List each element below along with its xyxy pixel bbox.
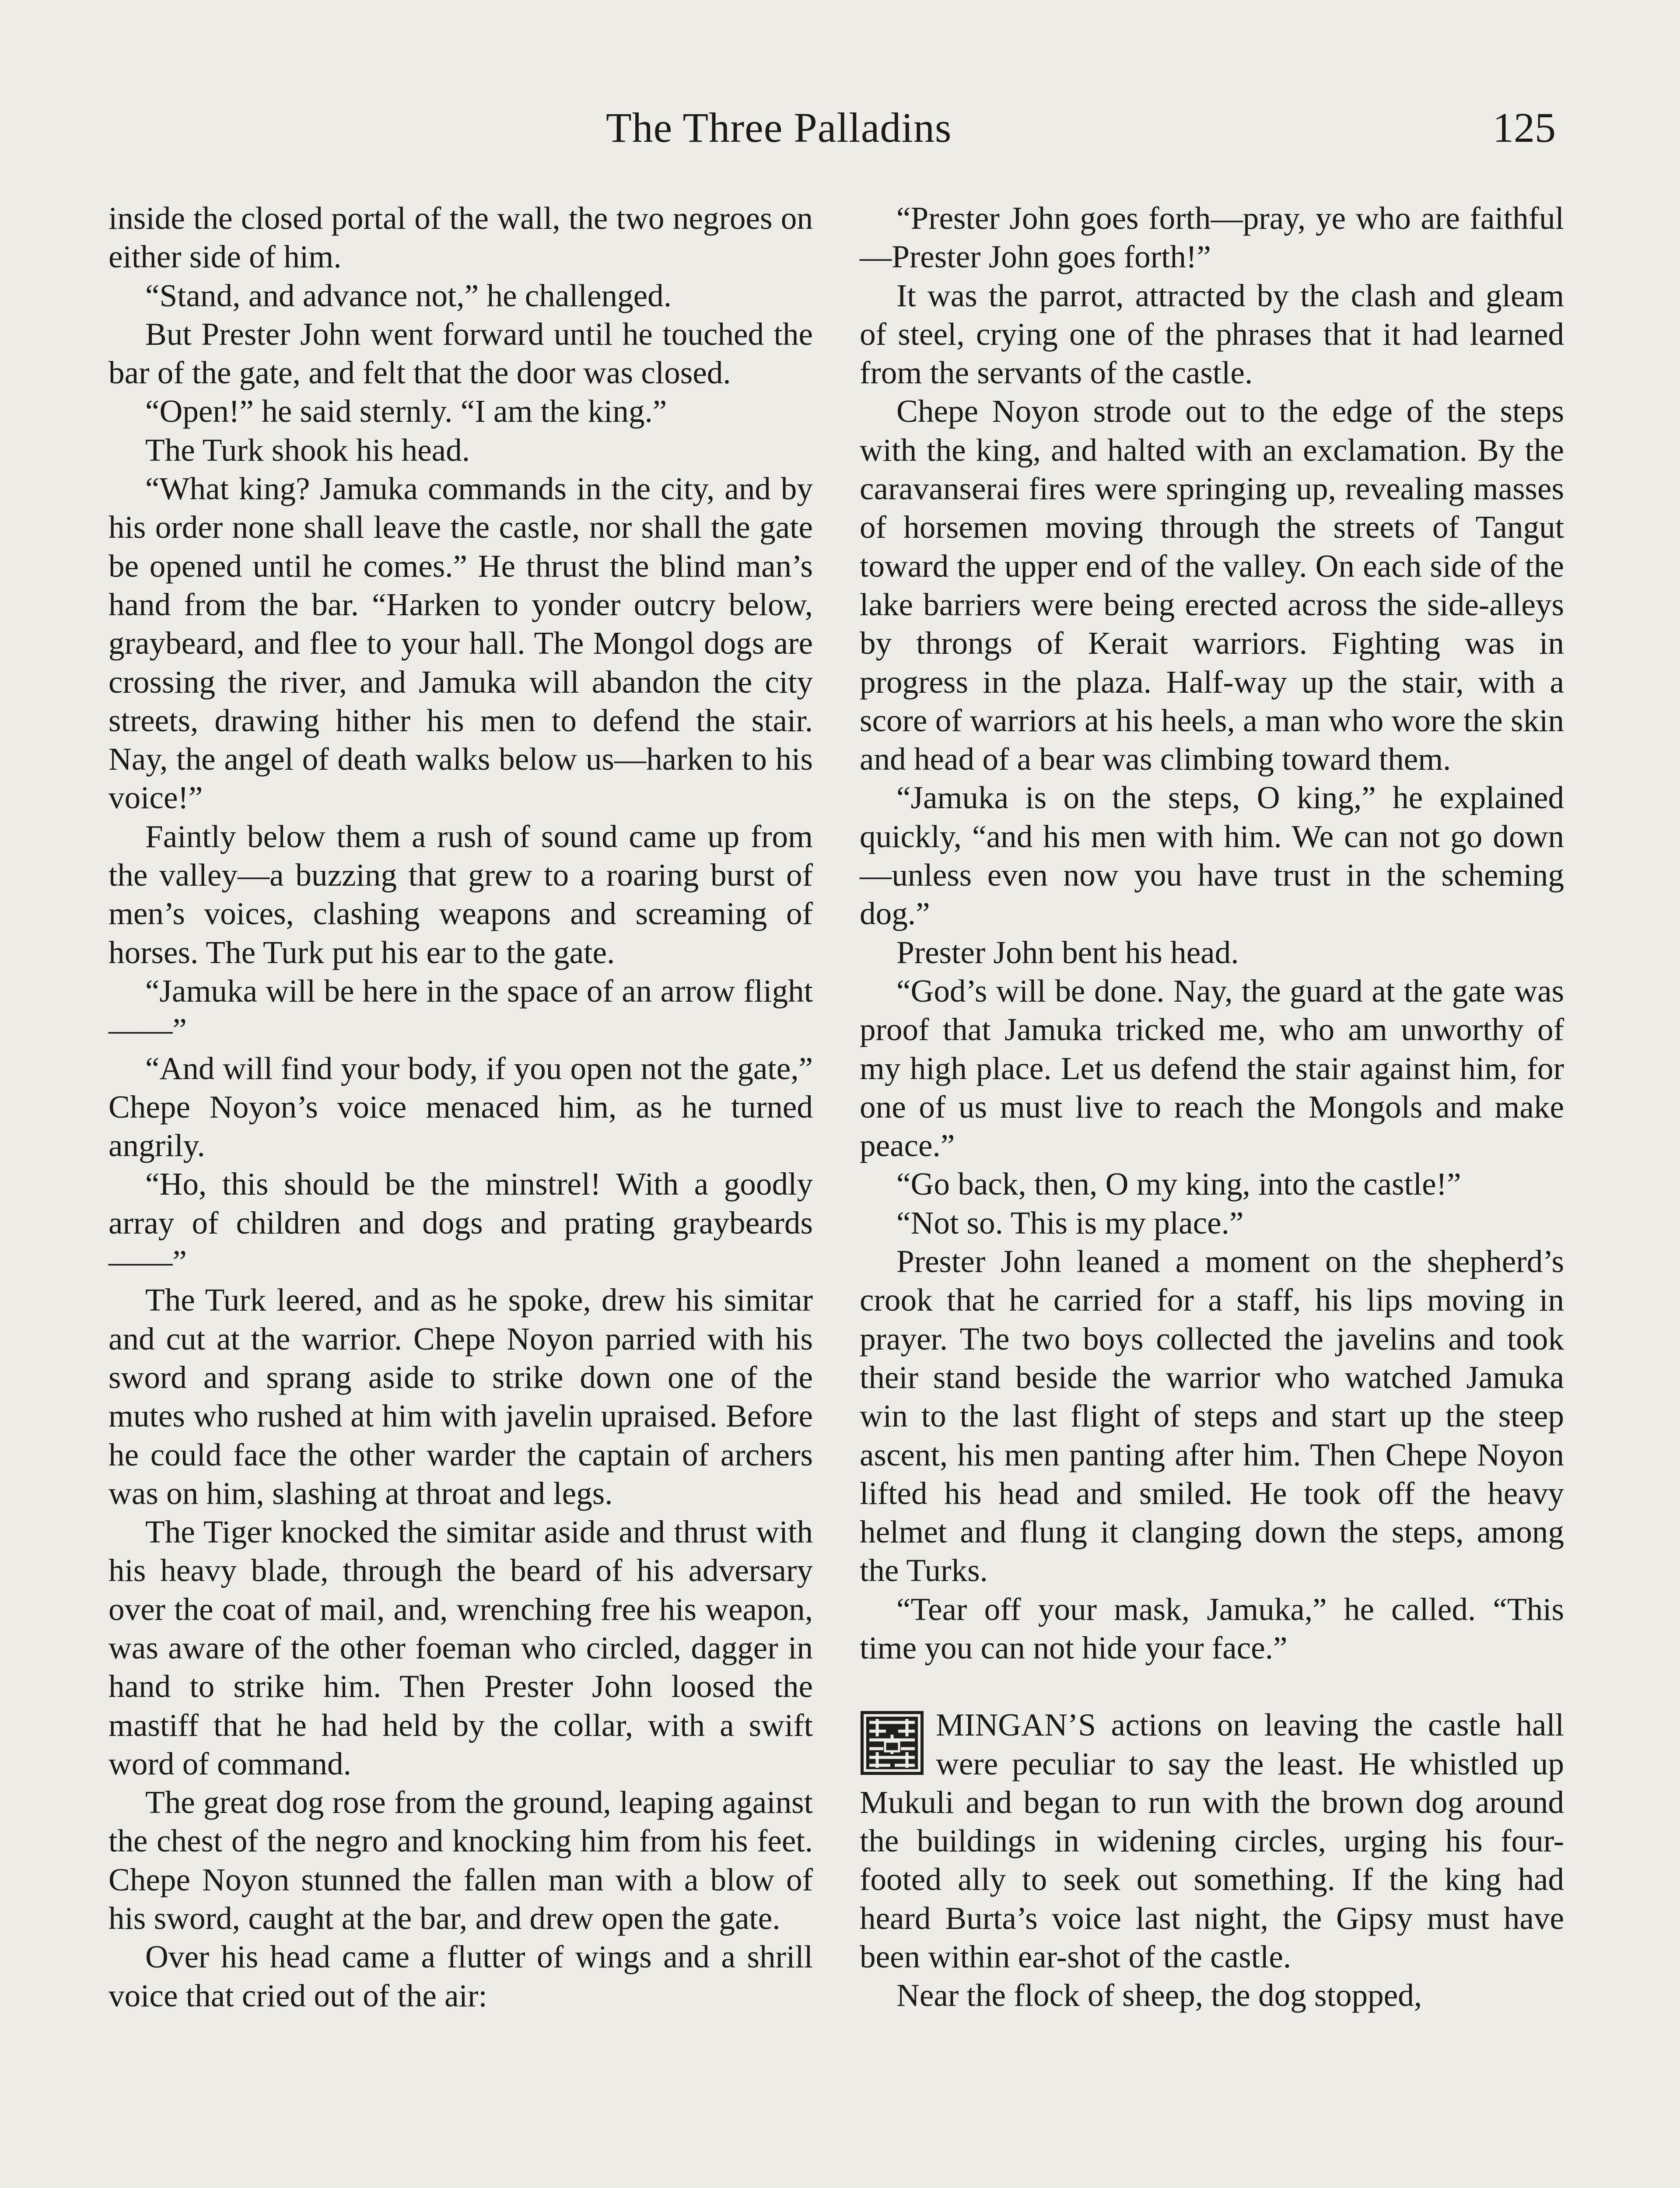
paragraph: Chepe Noyon strode out to the edge of the steps with the king, and halted with an exclamation. By the caravanserai fires were springing up, revealing masses of horsemen moving through the streets of Tangut toward the upper end of the valley. On each side of the lake barriers were being erected across the side-alleys by throngs of Kerait warriors. Fighting was in progress in the plaza. Half-way up the stair, with a score of warriors at his heels, a man who wore the skin and head of a bear was climbing toward them. bbox=[860, 393, 1564, 777]
paragraph: The Turk shook his head. bbox=[145, 432, 470, 468]
paragraph: “Jamuka will be here in the space of an arrow flight——” bbox=[108, 973, 813, 1048]
paragraph: Prester John bent his head. bbox=[896, 934, 1239, 970]
left-text-column bbox=[108, 199, 813, 2015]
paragraph: “Ho, this should be the minstrel! With a goodly array of children and dogs and prating graybeards——” bbox=[108, 1166, 813, 1280]
paragraph: The Turk leered, and as he spoke, drew his simitar and cut at the warrior. Chepe Noyon parried with his sword and sprang aside to strike down one of the mutes who rushed at him with javelin upraised. Before he could face the other warder the captain of archers was on him, slashing at throat and legs. bbox=[108, 1282, 813, 1511]
page-number: 125 bbox=[1493, 104, 1556, 151]
paragraph: Over his head came a flutter of wings and a shrill voice that cried out of the air: bbox=[108, 1939, 813, 2013]
paragraph: “And will find your body, if you open not the gate,” Chepe Noyon’s voice menaced him, as he turned angrily. bbox=[108, 1050, 813, 1164]
paragraph: “Jamuka is on the steps, O king,” he explained quickly, “and his men with him. We can not go down—unless even now you have trust in the scheming dog.” bbox=[860, 780, 1564, 932]
paragraph: “Open!” he said sternly. “I am the king.” bbox=[145, 393, 667, 429]
right-text-column bbox=[860, 199, 1564, 2015]
paragraph: “Prester John goes forth—pray, ye who are faithful—Prester John goes forth!” bbox=[860, 200, 1564, 275]
section-opening-paragraph bbox=[860, 1706, 1564, 1976]
paragraph: “Not so. This is my place.” bbox=[896, 1205, 1244, 1241]
paragraph: “Stand, and advance not,” he challenged. bbox=[145, 277, 672, 313]
page-header bbox=[0, 103, 1680, 151]
paragraph: It was the parrot, attracted by the clash and gleam of steel, crying one of the phrases that it had learned from the servants of the castle. bbox=[860, 277, 1564, 391]
paragraph: Faintly below them a rush of sound came up from the valley—a buzzing that grew to a roaring burst of men’s voices, clashing weapons and screaming of horses. The Turk put his ear to the gate. bbox=[108, 818, 813, 970]
paragraph: “What king? Jamuka commands in the city, and by his order none shall leave the castle, nor shall the gate be opened until he comes.” He thrust the blind man’s hand from the bar. “Harken to yonder outcry below, graybeard, and flee to your hall. The Mongol dogs are crossing the river, and Jamuka will abandon the city streets, drawing hither his men to defend the stair. Nay, the angel of death walks below us—harken to his voice!” bbox=[108, 471, 813, 816]
paragraph: The great dog rose from the ground, leaping against the chest of the negro and knocking him from his feet. Chepe Noyon stunned the fallen man with a blow of his sword, caught at the bar, and drew open the gate. bbox=[108, 1785, 813, 1936]
paragraph: Prester John leaned a moment on the shepherd’s crook that he carried for a staff, his lips moving in prayer. The two boys collected the javelins and took their stand beside the warrior who watched Jamuka win to the last flight of steps and start up the steep ascent, his men panting after him. Then Chepe Noyon lifted his head and smiled. He took off the heavy helmet and flung it clanging down the steps, among the Turks. bbox=[860, 1244, 1564, 1588]
paragraph: “God’s will be done. Nay, the guard at the gate was proof that Jamuka tricked me, who am unworthy of my high place. Let us defend the stair against him, for one of us must live to reach the Mongols and make peace.” bbox=[860, 973, 1564, 1164]
running-title: The Three Palladins bbox=[606, 104, 952, 151]
paragraph: “Tear off your mask, Jamuka,” he called. “This time you can not hide your face.” bbox=[860, 1591, 1564, 1666]
paragraph: Near the flock of sheep, the dog stopped, bbox=[896, 1978, 1422, 2013]
section-opening-text: MINGAN’S actions on leaving the castle hall were peculiar to say the least. He whistled up Mukuli and began to run with the brown dog around the buildings in widening circles, urging his four-footed ally to seek out something. If the king had heard Burta’s voice last night, the Gipsy must have been within ear-shot of the castle. bbox=[860, 1707, 1564, 1975]
paragraph: The Tiger knocked the simitar aside and thrust with his heavy blade, through the beard of his adversary over the coat of mail, and, wrenching free his weapon, was aware of the other foeman who circled, dagger in hand to strike him. Then Prester John loosed the mastiff that he had held by the collar, with a swift word of command. bbox=[108, 1514, 813, 1781]
ornamental-initial-icon bbox=[860, 1710, 924, 1776]
paragraph: inside the closed portal of the wall, the two negroes on either side of him. bbox=[108, 200, 813, 275]
paragraph: “Go back, then, O my king, into the castle!” bbox=[896, 1166, 1461, 1202]
paragraph: But Prester John went forward until he touched the bar of the gate, and felt that the door was closed. bbox=[108, 316, 813, 391]
